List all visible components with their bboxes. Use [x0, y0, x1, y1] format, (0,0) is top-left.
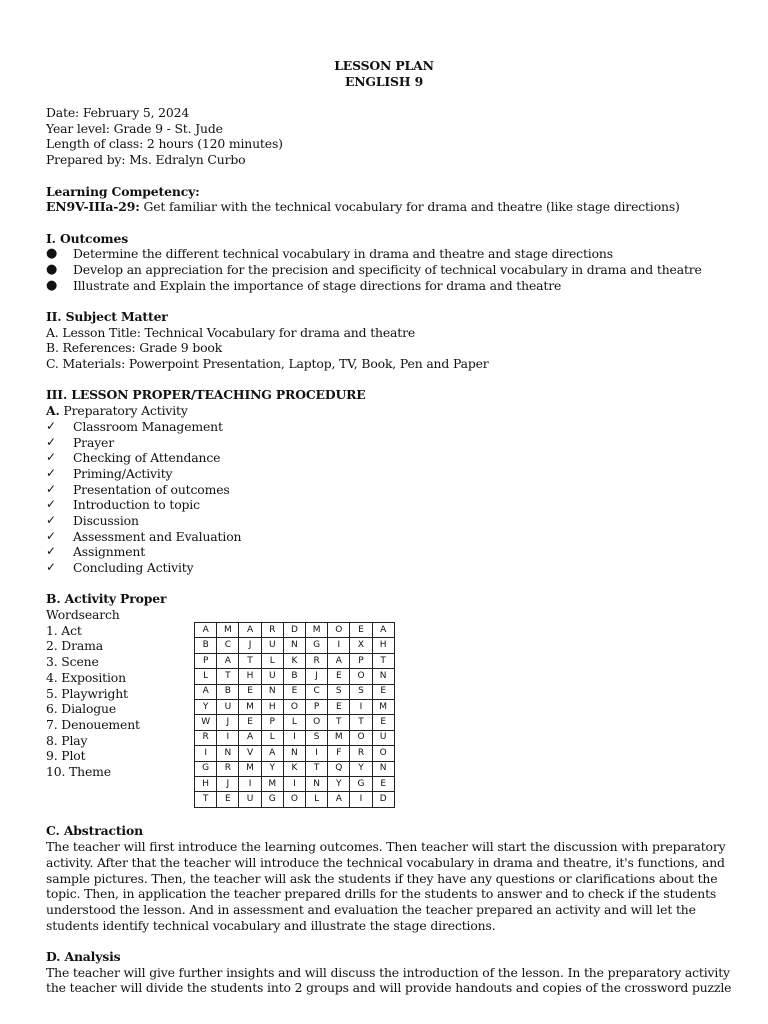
grid-cell: I [350, 792, 372, 807]
grid-cell: Y [350, 761, 372, 776]
wordsearch-word: 3. Scene [46, 654, 99, 670]
grid-cell: T [217, 669, 239, 684]
grid-cell: Y [261, 761, 283, 776]
grid-cell: V [239, 746, 261, 761]
grid-cell: J [217, 715, 239, 730]
grid-cell: Y [195, 700, 217, 715]
outcome-text: Determine the different technical vocabulary in drama and theatre and stage directions [73, 246, 613, 262]
grid-cell: G [261, 792, 283, 807]
wordsearch-word-list [46, 607, 194, 808]
outcome-item [46, 278, 722, 294]
grid-cell: J [239, 638, 261, 653]
grid-cell: I [217, 730, 239, 745]
grid-cell: M [217, 623, 239, 638]
references-line: B. References: Grade 9 book [46, 340, 223, 356]
grid-row [195, 638, 395, 653]
grid-cell: N [217, 746, 239, 761]
wordsearch-section [46, 607, 722, 808]
checklist-item-text: Assessment and Evaluation [73, 528, 242, 544]
materials-line: C. Materials: Powerpoint Presentation, Laptop, TV, Book, Pen and Paper [46, 356, 489, 372]
grid-cell: A [217, 653, 239, 668]
grid-cell: O [305, 715, 327, 730]
grid-cell: I [283, 776, 305, 791]
grid-row [195, 623, 395, 638]
grid-row [195, 653, 395, 668]
checklist-item-text: Discussion [73, 512, 139, 528]
checklist-item-text: Presentation of outcomes [73, 481, 230, 497]
grid-cell: P [305, 700, 327, 715]
grid-cell: T [305, 761, 327, 776]
abstraction-paragraph [46, 839, 726, 933]
grid-cell: I [239, 776, 261, 791]
checklist-item [46, 544, 722, 560]
grid-cell: D [283, 623, 305, 638]
checklist-item [46, 450, 722, 466]
checkmark-icon: ✓ [46, 434, 56, 449]
competency-code: EN9V-IIIa-29: [46, 199, 140, 215]
grid-cell: E [372, 715, 394, 730]
checklist-item [46, 529, 722, 545]
checklist-item [46, 482, 722, 498]
paragraph-line: the teacher will divide the students into 2 groups and will provide handouts and copies of the crossword puzzle [46, 980, 732, 996]
grid-cell: U [217, 700, 239, 715]
grid-cell: S [328, 684, 350, 699]
outcome-item [46, 246, 722, 262]
lesson-plan-page [46, 58, 732, 996]
checklist-item [46, 435, 722, 451]
procedure-heading: III. LESSON PROPER/TEACHING PROCEDURE [46, 387, 366, 403]
grid-cell: E [350, 623, 372, 638]
wordsearch-grid-wrap [194, 607, 395, 808]
paragraph-line: understood the lesson. And in assessment and evaluation the teacher prepared an activity and will let the [46, 901, 696, 917]
subject-matter-heading: II. Subject Matter [46, 309, 168, 324]
grid-cell: A [239, 623, 261, 638]
grid-cell: D [372, 792, 394, 807]
grid-cell: P [350, 653, 372, 668]
grid-cell: A [328, 792, 350, 807]
preparatory-label: A. [46, 403, 60, 419]
checkmark-icon: ✓ [46, 481, 56, 496]
grid-cell: E [239, 684, 261, 699]
grid-cell: E [328, 669, 350, 684]
grid-cell: U [239, 792, 261, 807]
checkmark-icon: ✓ [46, 497, 56, 512]
checkmark-icon: ✓ [46, 450, 56, 465]
grid-cell: N [372, 669, 394, 684]
activity-proper-heading: B. Activity Proper [46, 591, 167, 607]
grid-cell: M [239, 761, 261, 776]
preparatory-text: Preparatory Activity [59, 403, 188, 419]
grid-cell: K [283, 761, 305, 776]
checkmark-icon: ✓ [46, 544, 56, 559]
grid-cell: B [217, 684, 239, 699]
wordsearch-word: 9. Plot [46, 748, 86, 764]
grid-row [195, 730, 395, 745]
grid-cell: N [283, 746, 305, 761]
length-line: Length of class: 2 hours (120 minutes) [46, 136, 283, 152]
grid-cell: G [305, 638, 327, 653]
grid-cell: N [283, 638, 305, 653]
grid-cell: R [261, 623, 283, 638]
grid-cell: O [328, 623, 350, 638]
grid-cell: L [195, 669, 217, 684]
wordsearch-word: 4. Exposition [46, 669, 126, 685]
analysis-paragraph [46, 964, 732, 996]
grid-cell: A [328, 653, 350, 668]
grid-cell: J [305, 669, 327, 684]
page-subtitle: ENGLISH 9 [344, 73, 424, 89]
grid-cell: O [350, 730, 372, 745]
grid-cell: U [261, 638, 283, 653]
grid-cell: W [195, 715, 217, 730]
grid-cell: L [261, 653, 283, 668]
checkmark-icon: ✓ [46, 560, 56, 574]
word-list [46, 623, 194, 780]
grid-cell: N [261, 684, 283, 699]
grid-cell: N [372, 761, 394, 776]
grid-cell: S [305, 730, 327, 745]
grid-cell: B [283, 669, 305, 684]
wordsearch-word: 2. Drama [46, 638, 103, 654]
page-title: LESSON PLAN [334, 58, 434, 73]
lesson-title-line: A. Lesson Title: Technical Vocabulary for drama and theatre [46, 324, 416, 340]
grid-cell: F [328, 746, 350, 761]
checkmark-icon: ✓ [46, 418, 56, 433]
bullet-icon: ● [46, 246, 58, 262]
grid-row [195, 746, 395, 761]
grid-cell: T [195, 792, 217, 807]
grid-cell: T [372, 653, 394, 668]
procedure-checklist [46, 419, 722, 576]
paragraph-line: sample pictures. Then, the teacher will ask the students if they have any questions or clarifications about the [46, 870, 718, 886]
grid-cell: M [261, 776, 283, 791]
wordsearch-word: 5. Playwright [46, 685, 128, 701]
grid-cell: T [239, 653, 261, 668]
checklist-item-text: Prayer [73, 434, 115, 450]
grid-cell: P [261, 715, 283, 730]
grid-cell: T [328, 715, 350, 730]
grid-cell: R [195, 730, 217, 745]
checklist-item-text: Assignment [73, 544, 146, 560]
grid-cell: R [217, 761, 239, 776]
grid-cell: N [305, 776, 327, 791]
grid-cell: I [195, 746, 217, 761]
paragraph-line: The teacher will give further insights and will discuss the introduction of the lesson. In the preparatory activity [46, 964, 730, 980]
grid-cell: L [261, 730, 283, 745]
grid-cell: E [239, 715, 261, 730]
grid-cell: A [261, 746, 283, 761]
competency-line [46, 199, 722, 215]
grid-cell: R [350, 746, 372, 761]
grid-row [195, 669, 395, 684]
grid-cell: I [350, 700, 372, 715]
checklist-item-text: Introduction to topic [73, 497, 200, 513]
checklist-item-text: Checking of Attendance [73, 450, 221, 466]
grid-cell: A [372, 623, 394, 638]
grid-row [195, 792, 395, 807]
competency-text: Get familiar with the technical vocabulary for drama and theatre (like stage directions) [139, 199, 680, 215]
grid-cell: M [239, 700, 261, 715]
grid-cell: K [283, 653, 305, 668]
grid-cell: E [217, 792, 239, 807]
wordsearch-word: 6. Dialogue [46, 701, 117, 717]
grid-cell: A [195, 684, 217, 699]
grid-cell: G [195, 761, 217, 776]
prepared-by-line: Prepared by: Ms. Edralyn Curbo [46, 152, 246, 168]
grid-cell: L [283, 715, 305, 730]
grid-cell: S [350, 684, 372, 699]
grid-cell: E [283, 684, 305, 699]
checklist-item [46, 560, 722, 576]
grid-cell: O [350, 669, 372, 684]
checklist-item [46, 466, 722, 482]
wordsearch-word: 8. Play [46, 732, 88, 748]
paragraph-line: The teacher will first introduce the learning outcomes. Then teacher will start the discussion with preparatory [46, 839, 726, 855]
analysis-heading: D. Analysis [46, 948, 121, 964]
checkmark-icon: ✓ [46, 528, 56, 543]
grid-cell: H [239, 669, 261, 684]
grid-cell: T [350, 715, 372, 730]
checklist-item-text: Concluding Activity [73, 560, 194, 575]
outcome-text: Develop an appreciation for the precision and specificity of technical vocabulary in drama and theatre [73, 261, 702, 277]
outcome-text: Illustrate and Explain the importance of stage directions for drama and theatre [73, 277, 562, 293]
grid-cell: B [195, 638, 217, 653]
grid-cell: U [372, 730, 394, 745]
grid-cell: H [372, 638, 394, 653]
grid-cell: Q [328, 761, 350, 776]
grid-cell: M [328, 730, 350, 745]
grid-cell: M [305, 623, 327, 638]
grid-cell: A [195, 623, 217, 638]
grid-row [195, 684, 395, 699]
grid-cell: Y [328, 776, 350, 791]
grid-cell: A [239, 730, 261, 745]
checkmark-icon: ✓ [46, 512, 56, 527]
preparatory-activity-line [46, 403, 722, 419]
grid-cell: O [283, 792, 305, 807]
grid-row [195, 700, 395, 715]
grid-cell: L [305, 792, 327, 807]
wordsearch-word: 7. Denouement [46, 716, 140, 732]
wordsearch-word: 10. Theme [46, 763, 111, 779]
grid-cell: E [328, 700, 350, 715]
grid-cell: G [350, 776, 372, 791]
outcomes-heading: I. Outcomes [46, 230, 129, 246]
grid-cell: P [195, 653, 217, 668]
grid-cell: X [350, 638, 372, 653]
abstraction-heading: C. Abstraction [46, 823, 143, 839]
grid-cell: O [283, 700, 305, 715]
grid-cell: U [261, 669, 283, 684]
paragraph-line: topic. Then, in application the teacher prepared drills for the students to answer and to check if the students [46, 886, 717, 902]
grid-row [195, 761, 395, 776]
wordsearch-grid [194, 622, 395, 808]
grid-cell: H [195, 776, 217, 791]
checklist-item-text: Priming/Activity [73, 465, 173, 481]
grid-cell: I [283, 730, 305, 745]
grid-cell: E [372, 684, 394, 699]
grid-cell: R [305, 653, 327, 668]
grid-row [195, 776, 395, 791]
date-line: Date: February 5, 2024 [46, 105, 190, 121]
grid-cell: M [372, 700, 394, 715]
grid-cell: C [217, 638, 239, 653]
grid-cell: O [372, 746, 394, 761]
wordsearch-label: Wordsearch [46, 607, 120, 623]
checklist-item [46, 513, 722, 529]
checkmark-icon: ✓ [46, 465, 56, 480]
wordsearch-word: 1. Act [46, 622, 82, 638]
grid-row [195, 715, 395, 730]
grid-cell: H [261, 700, 283, 715]
bullet-icon: ● [46, 277, 58, 293]
grid-cell: J [217, 776, 239, 791]
paragraph-line: activity. After that the teacher will introduce the technical vocabulary in drama and theatre, it's functions, and [46, 854, 725, 870]
checklist-item [46, 497, 722, 513]
grid-cell: I [305, 746, 327, 761]
grid-cell: C [305, 684, 327, 699]
checklist-item-text: Classroom Management [73, 418, 223, 434]
paragraph-line: students identify technical vocabulary and illustrate the stage directions. [46, 917, 496, 933]
grid-cell: E [372, 776, 394, 791]
grid-cell: I [328, 638, 350, 653]
year-level-line: Year level: Grade 9 - St. Jude [46, 120, 223, 136]
outcome-item [46, 262, 722, 278]
competency-heading: Learning Competency: [46, 183, 200, 199]
checklist-item [46, 419, 722, 435]
bullet-icon: ● [46, 261, 58, 277]
